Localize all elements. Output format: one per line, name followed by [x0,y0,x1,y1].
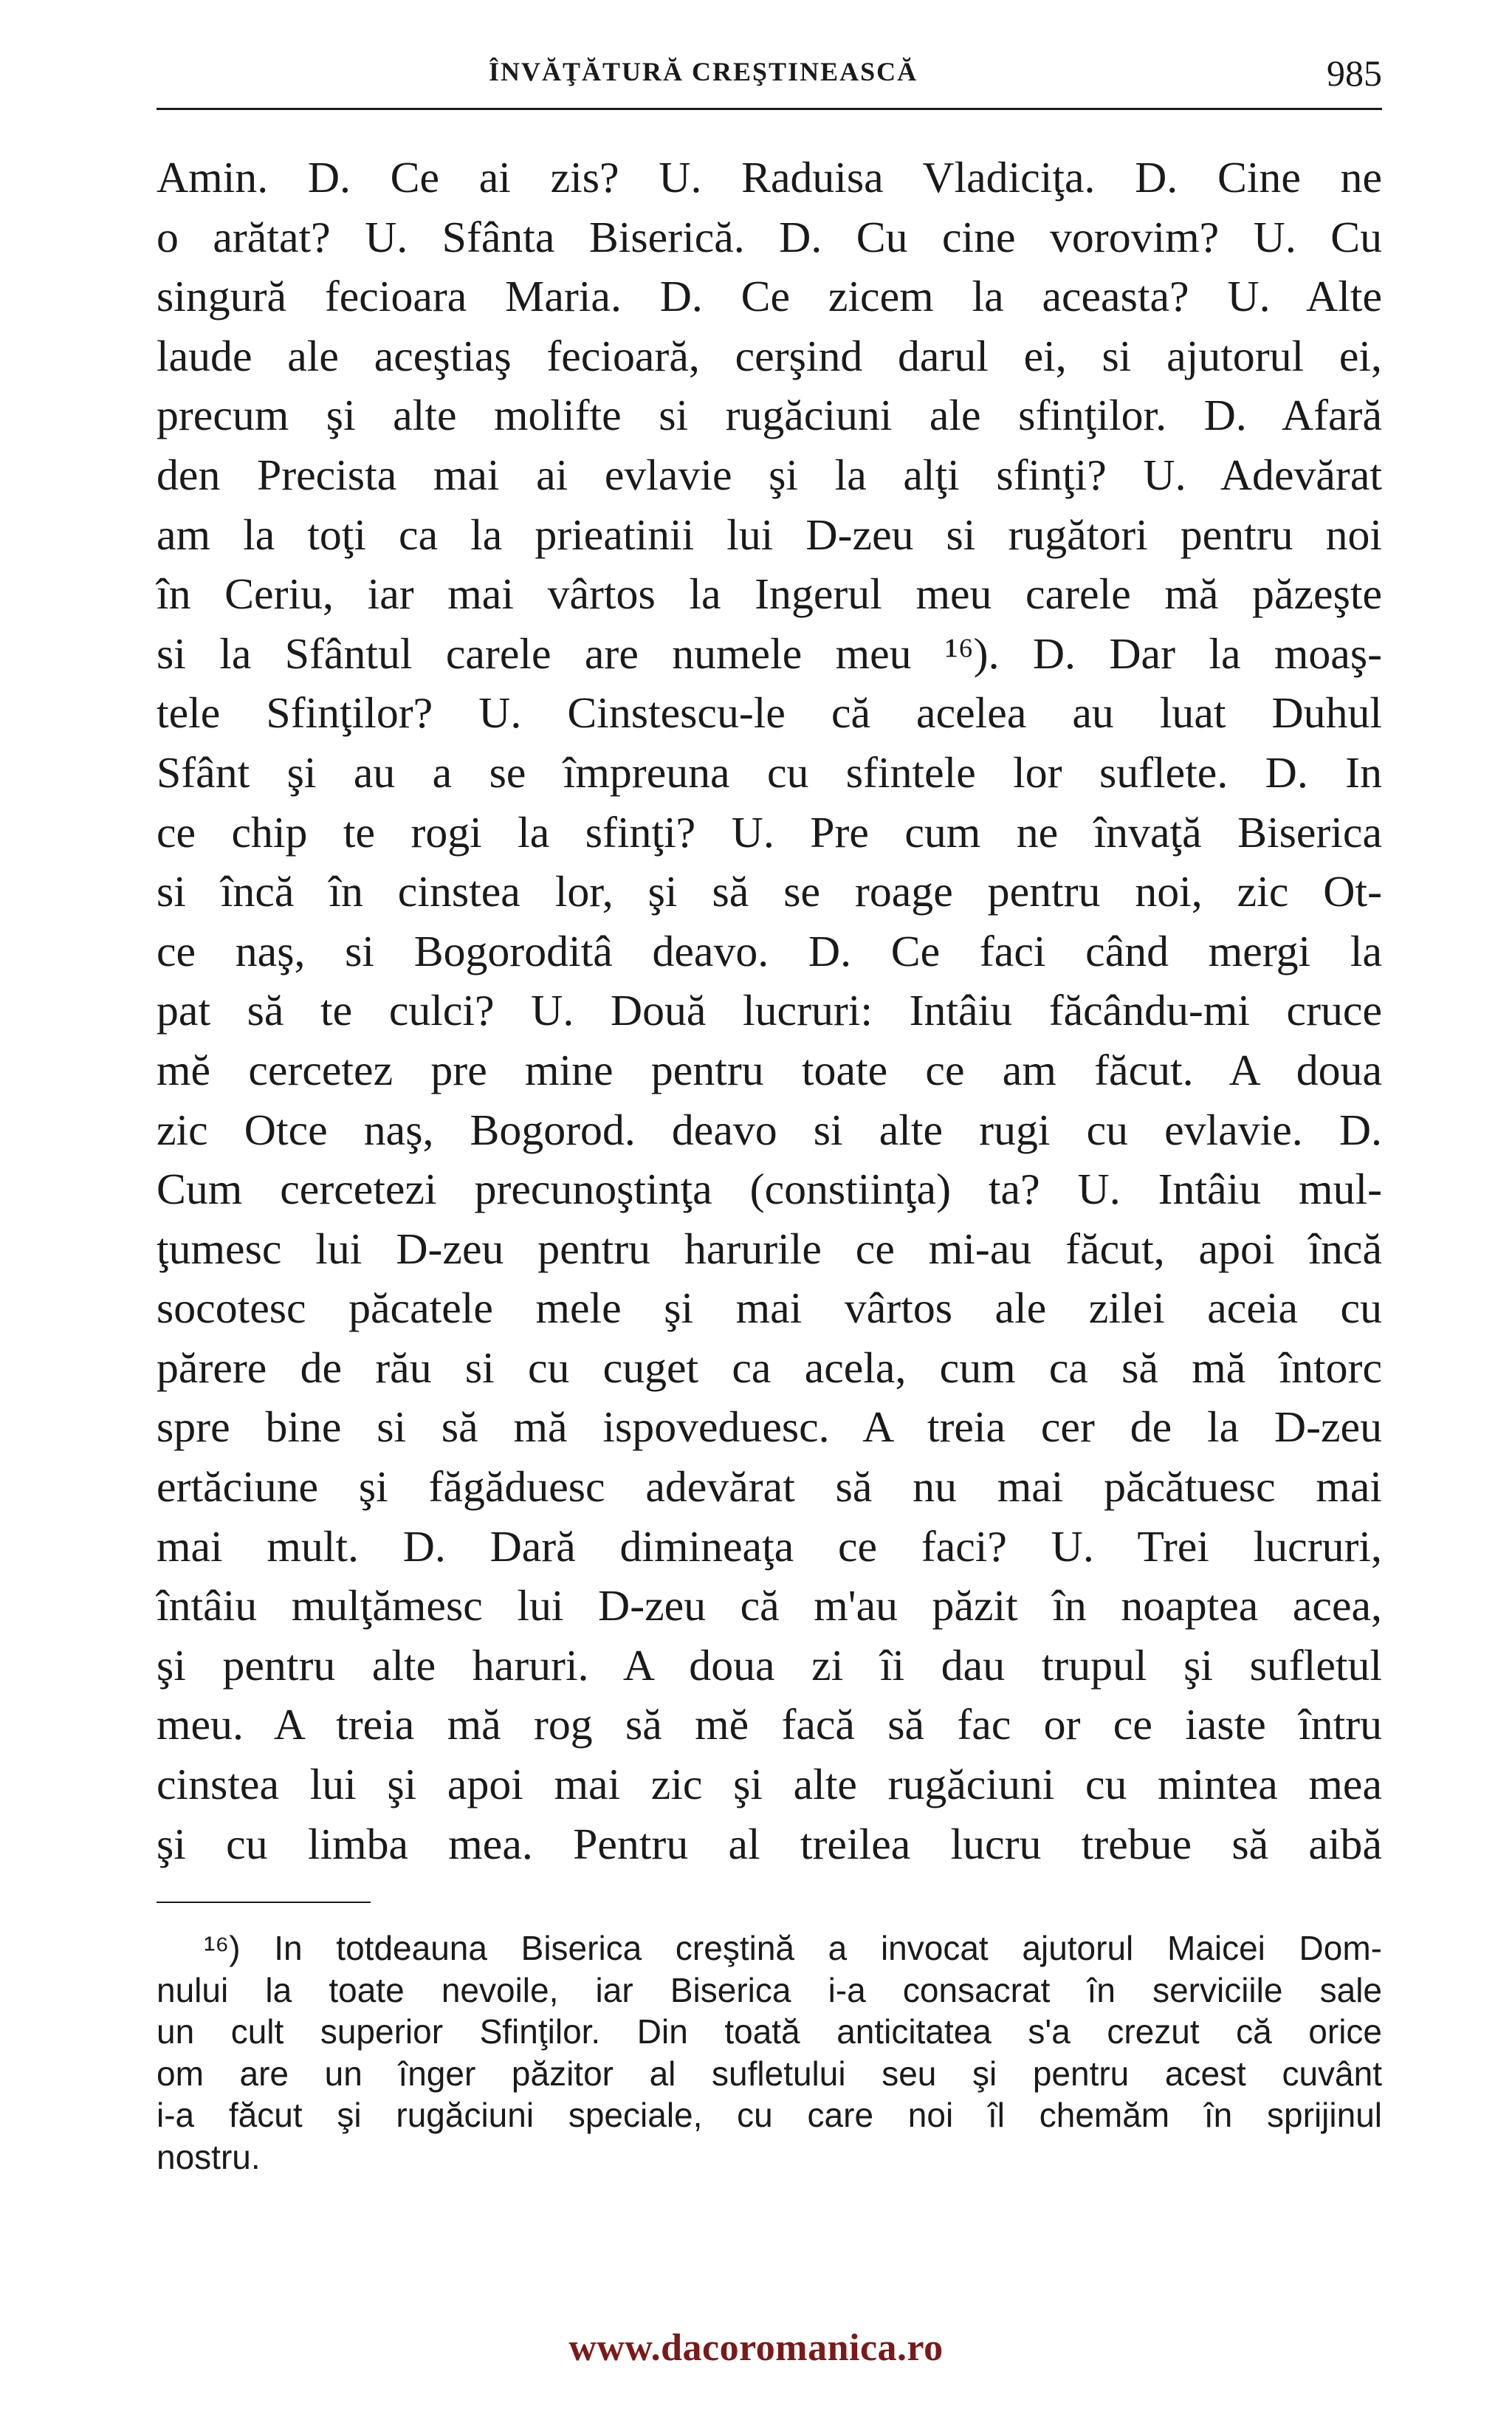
text-line: Amin. D. Ce ai zis? U. Raduisa Vladiciţa. D. Cine ne [157,153,1382,202]
text-line: singură fecioara Maria. D. Ce zicem la aceasta? U. Alte [157,272,1382,321]
text-line: si încă în cinstea lor, şi să se roage pentru noi, zic Ot- [157,867,1382,916]
text-line: laude ale aceştiaş fecioară, cerşind darul ei, si ajutorul ei, [157,331,1382,380]
text-line: şi cu limba mea. Pentru al treilea lucru trebue să aibă [157,1819,1382,1868]
footnote-line: nului la toate nevoile, iar Biserica i-a consacrat în serviciile sale [157,1970,1382,2009]
text-line: ertăciune şi făgăduesc adevărat să nu mai păcătuesc mai [157,1462,1382,1512]
text-line: den Precista mai ai evlavie şi la alţi sfinţi? U. Adevărat [157,450,1382,499]
text-line: mĕ cercetez pre mine pentru toate ce am făcut. A doua [157,1045,1382,1094]
text-line: părere de rău si cu cuget ca acela, cum ca să mă întorc [157,1343,1382,1392]
text-line: Cum cercetezi precunoştinţa (constiinţa) ta? U. Intâiu mul- [157,1165,1382,1214]
text-line: întâiu mulţămesc lui D-zeu că m'au păzit în noaptea acea, [157,1581,1382,1631]
text-line: si la Sfântul carele are numele meu ¹⁶). D. Dar la moaş- [157,628,1382,678]
text-line: ce chip te rogi la sfinţi? U. Pre cum ne învaţă Biserica [157,807,1382,857]
text-line: pat să te culci? U. Două lucruri: Intâiu făcându-mi cruce [157,986,1382,1035]
footnote-rule [157,1902,371,1903]
text-line: precum şi alte molifte si rugăciuni ale sfinţilor. D. Afară [157,391,1382,440]
text-line: meu. A treia mă rog să mĕ facă să fac or ce iaste întru [157,1700,1382,1749]
text-line: şi pentru alte haruri. A doua zi îi dau trupul şi sufletul [157,1640,1382,1690]
text-line: în Ceriu, iar mai vârtos la Ingerul meu carele mă păzeşte [157,569,1382,619]
running-header [157,52,1382,111]
text-line: socotesc păcatele mele şi mai vârtos ale zilei aceia cu [157,1283,1382,1333]
text-line: mai mult. D. Dară dimineaţa ce faci? U. Trei lucruri, [157,1521,1382,1571]
page-number: 985 [1327,52,1382,94]
footnote-line: i-a făcut şi rugăciuni speciale, cu care noi îl chemăm în sprijinul [157,2096,1382,2134]
text-line: am la toţi ca la prieatinii lui D-zeu si rugători pentru noi [157,510,1382,559]
footnote-line: nostru. [157,2137,261,2176]
main-text [157,148,1382,1873]
text-line: Sfânt şi au a se împreuna cu sfintele lor suflete. D. In [157,747,1382,797]
text-line: ce naş, si Bogoroditâ deavo. D. Ce faci când mergi la [157,926,1382,976]
text-line: zic Otce naş, Bogorod. deavo si alte rugi cu evlavie. D. [157,1105,1382,1154]
footnote [157,1927,1382,2178]
text-line: o arătat? U. Sfânta Biserică. D. Cu cine vorovim? U. Cu [157,212,1382,261]
watermark-url: www.dacoromanica.ro [568,2327,944,2369]
text-line: tele Sfinţilor? U. Cinstescu-le că acelea au luat Duhul [157,688,1382,738]
header-rule [157,108,1382,110]
running-title: ÎNVĂŢĂTURĂ CREŞTINEASCĂ [489,57,918,86]
text-line: cinstea lui şi apoi mai zic şi alte rugăciuni cu mintea mea [157,1760,1382,1809]
footnote-line: om are un înger păzitor al sufletului seu şi pentru acest cuvânt [157,2054,1382,2093]
text-line: ţumesc lui D-zeu pentru harurile ce mi-au făcut, apoi încă [157,1224,1382,1273]
text-line: spre bine si să mă ispoveduesc. A treia cer de la D-zeu [157,1402,1382,1452]
footnote-line: un cult superior Sfinţilor. Din toată anticitatea s'a crezut că orice [157,2012,1382,2051]
footnote-line: ¹⁶) In totdeauna Biserica creştină a invocat ajutorul Maicei Dom- [204,1929,1382,1967]
